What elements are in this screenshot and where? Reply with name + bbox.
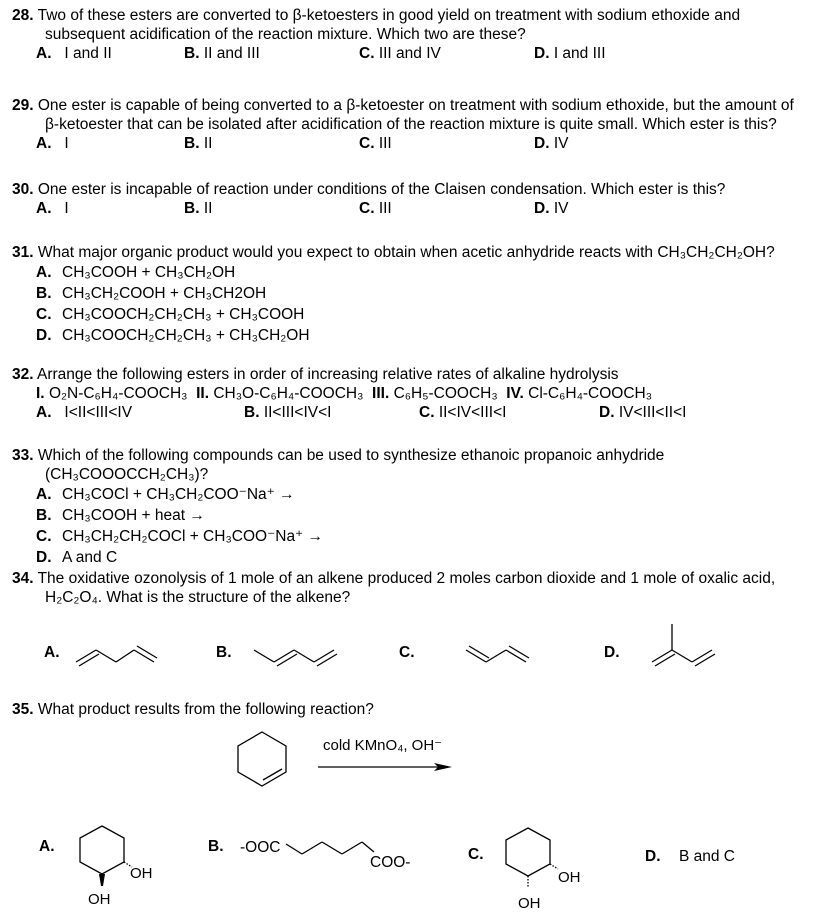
question-number: 32.	[12, 366, 34, 383]
option-row	[36, 403, 811, 423]
option-d-text[interactable]: B and C	[679, 848, 736, 865]
ester-2: II. CH₃O-C₆H₄-COOCH₃	[196, 385, 364, 402]
option-b-label[interactable]: B.	[216, 644, 232, 661]
question-34-stem	[12, 569, 811, 607]
question-30	[12, 180, 811, 219]
question-number: 29.	[12, 97, 34, 114]
option-a[interactable]: A. I<II<III<IV	[36, 404, 133, 421]
option-d[interactable]: D. I and III	[534, 45, 606, 62]
structure-1-4-pentadiene[interactable]	[70, 628, 160, 668]
question-number: 35.	[12, 701, 34, 718]
oh-label: OH	[558, 869, 581, 886]
option-d[interactable]: D. IV	[534, 200, 569, 217]
option-b-label[interactable]: B.	[208, 838, 224, 855]
option-b[interactable]: B. CH₃COOH + heat →	[36, 507, 205, 524]
question-32-stem	[12, 365, 811, 384]
structure-isoprene[interactable]	[648, 620, 728, 670]
b-right-group: COO-	[370, 854, 411, 871]
question-33	[12, 446, 811, 568]
option-b[interactable]: B. II<III<IV<I	[244, 404, 332, 421]
b-left-group: -OOC	[240, 839, 281, 856]
option-a[interactable]: A. CH₃COCl + CH₃CH₂COO⁻Na⁺ →	[36, 486, 295, 503]
question-text: Arrange the following esters in order of increasing relative rates of alkaline hydrolysis	[37, 366, 619, 383]
option-c[interactable]: C. II<IV<III<I	[419, 404, 507, 421]
structure-trans-1-2-cyclohexanediol[interactable]	[500, 822, 590, 917]
question-number: 28.	[12, 7, 34, 24]
question-text: One ester is incapable of reaction under conditions of the Claisen condensation. Which ester is this?	[37, 181, 726, 198]
question-28-stem	[12, 6, 811, 44]
option-a-label[interactable]: A.	[44, 644, 60, 661]
option-list	[36, 484, 811, 568]
question-number: 30.	[12, 181, 34, 198]
question-32	[12, 365, 811, 423]
ester-1: I. O₂N-C₆H₄-COOCH₃	[36, 385, 188, 402]
option-c[interactable]: C. III	[359, 200, 392, 217]
option-b[interactable]: B. II and III	[184, 45, 260, 62]
question-31	[12, 243, 811, 346]
structure-1-3-pentadiene[interactable]	[250, 628, 340, 668]
question-34-options	[0, 620, 817, 670]
question-31-stem	[12, 243, 811, 262]
option-row	[36, 134, 811, 154]
option-d[interactable]: D. IV	[534, 135, 569, 152]
ester-4: IV. Cl-C₆H₄-COOCH₃	[506, 385, 653, 402]
question-29-stem	[12, 96, 811, 134]
option-b[interactable]: B. CH₃CH₂COOH + CH₃CH2OH	[36, 285, 267, 302]
question-number: 33.	[12, 447, 34, 464]
question-text: Which of the following compounds can be used to synthesize ethanoic propanoic anhydride (CH₃COOOCCH₂CH₃)?	[37, 447, 665, 483]
question-text: One ester is capable of being converted to a β-ketoester on treatment with sodium ethoxide, but the amount of β-ketoester that can be isolated after acidification of the reaction mixture is quite small. Which ester is this?	[37, 97, 794, 133]
question-29	[12, 96, 811, 154]
option-d-label[interactable]: D.	[604, 644, 620, 661]
option-b[interactable]: B. II	[184, 135, 213, 152]
option-d[interactable]: D. A and C	[36, 549, 118, 566]
option-row	[36, 199, 811, 219]
option-d[interactable]: D. CH₃COOCH₂CH₂CH₃ + CH₃CH₂OH	[36, 327, 310, 344]
option-b[interactable]: B. II	[184, 200, 213, 217]
option-a[interactable]: A. I	[36, 200, 69, 217]
option-d[interactable]: D. IV<III<II<I	[599, 404, 687, 421]
ester-list	[36, 384, 811, 403]
question-33-stem	[12, 446, 811, 484]
question-text: What major organic product would you expect to obtain when acetic anhydride reacts with CH₃CH₂CH₂OH?	[37, 244, 775, 261]
option-a-label[interactable]: A.	[39, 838, 55, 855]
structure-cyclohexene	[232, 728, 292, 790]
question-35-stem	[12, 700, 811, 719]
reaction-arrow-icon	[316, 760, 456, 774]
option-a[interactable]: A. CH₃COOH + CH₃CH₂OH	[36, 264, 236, 281]
option-row	[36, 44, 811, 64]
structure-cis-1-2-cyclohexanediol[interactable]	[74, 822, 164, 912]
question-text: What product results from the following reaction?	[37, 701, 374, 718]
question-number: 31.	[12, 244, 34, 261]
question-text: Two of these esters are converted to β-ketoesters in good yield on treatment with sodium ethoxide and subsequent acidification of the reaction mixture. Which two are these?	[37, 7, 741, 43]
question-text: The oxidative ozonolysis of 1 mole of an alkene produced 2 moles carbon dioxide and 1 mole of oxalic acid, H₂C₂O₄. What is the structure of the alkene?	[37, 570, 776, 606]
option-c-label[interactable]: C.	[468, 846, 484, 863]
option-d-label[interactable]: D.	[645, 848, 661, 865]
option-a[interactable]: A. I	[36, 135, 69, 152]
option-c[interactable]: C. CH₃COOCH₂CH₂CH₃ + CH₃COOH	[36, 306, 305, 323]
oh-label: OH	[518, 895, 541, 912]
option-c[interactable]: C. III	[359, 135, 392, 152]
structure-adipate-chain[interactable]	[284, 830, 384, 870]
oh-label: OH	[130, 865, 153, 882]
question-34	[12, 569, 811, 607]
question-28	[12, 6, 811, 64]
question-number: 34.	[12, 570, 34, 587]
question-30-stem	[12, 180, 811, 199]
ester-3: III. C₆H₅-COOCH₃	[372, 385, 498, 402]
option-list	[36, 262, 811, 346]
question-35	[12, 700, 811, 719]
reagent-label: cold KMnO₄, OH⁻	[323, 737, 443, 754]
structure-1-3-butadiene[interactable]	[460, 628, 540, 668]
option-a[interactable]: A. I and II	[36, 45, 112, 62]
oh-label: OH	[88, 891, 111, 908]
option-c[interactable]: C. CH₃CH₂CH₂COCl + CH₃COO⁻Na⁺ →	[36, 528, 324, 545]
option-c[interactable]: C. III and IV	[359, 45, 441, 62]
option-c-label[interactable]: C.	[399, 644, 415, 661]
